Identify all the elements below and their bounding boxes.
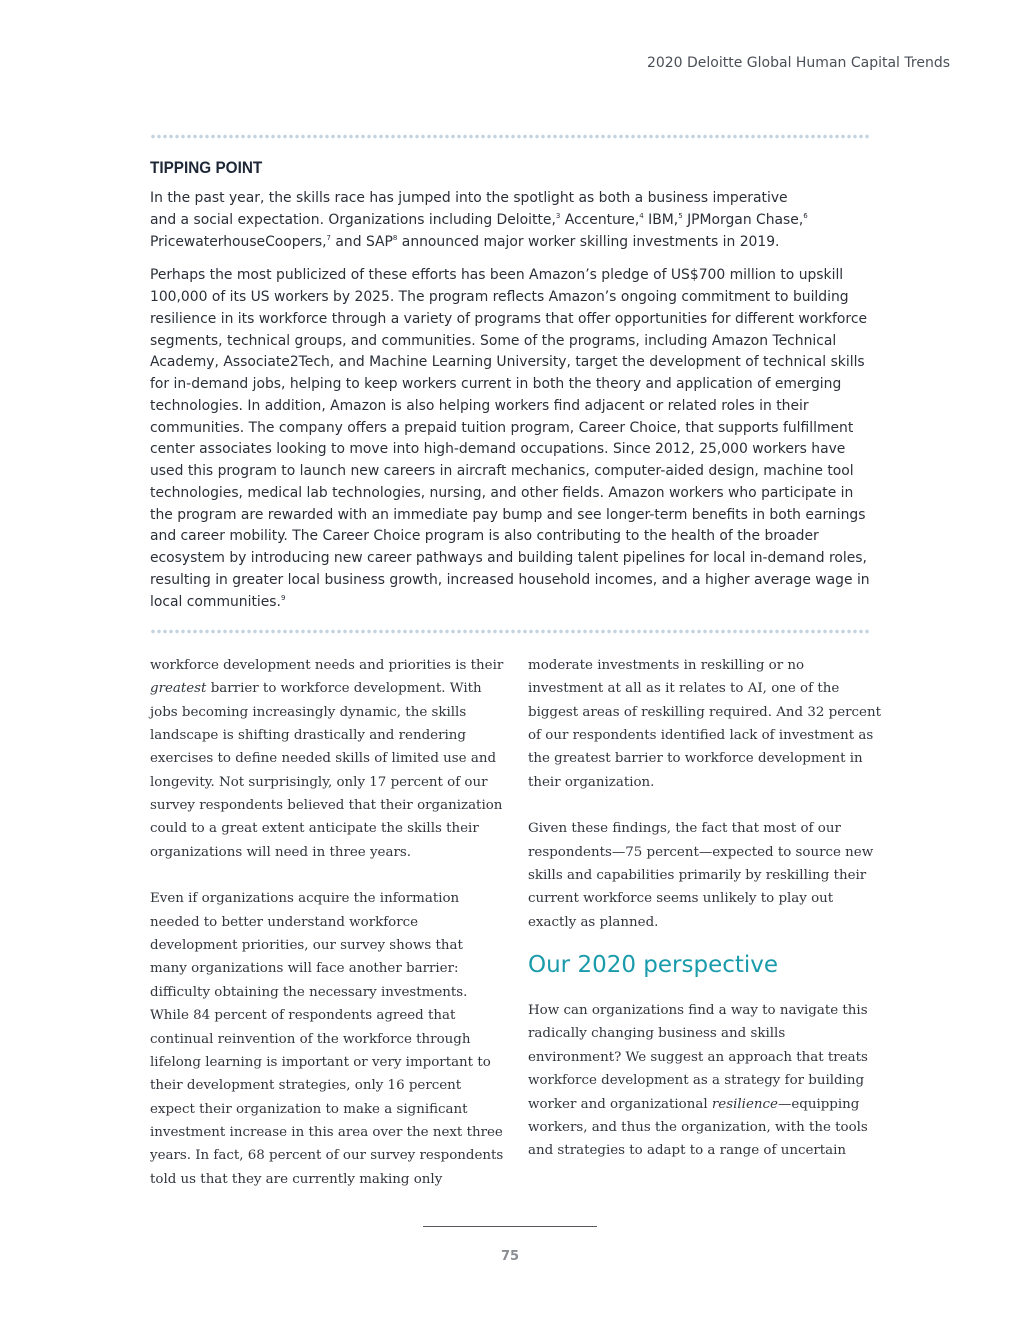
text-run: JPMorgan Chase, — [682, 211, 804, 228]
dotted-divider-bottom — [150, 629, 870, 634]
text-line: development priorities, our survey shows that — [150, 938, 463, 954]
text-line: Perhaps the most publicized of these efforts has been Amazon’s pledge of US$700 million to upskill — [150, 267, 844, 284]
running-header-title: 2020 Deloitte Global Human Capital Trends — [646, 55, 950, 71]
footnote-ref[interactable]: 9 — [280, 593, 286, 602]
emphasis-text: resilience — [711, 1096, 778, 1112]
text-run: —equipping — [777, 1096, 860, 1112]
text-line: current workforce seems unlikely to play out — [528, 891, 834, 907]
text-line: segments, technical groups, and communities. Some of the programs, including Amazon Technical — [150, 332, 837, 349]
text-line: biggest areas of reskilling required. And 32 percent — [528, 704, 881, 720]
text-line: expect their organization to make a significant — [150, 1101, 468, 1117]
emphasis-text: greatest — [150, 681, 207, 697]
text-line: exercises to define needed skills of limited use and — [150, 751, 497, 767]
text-line: longevity. Not surprisingly, only 17 percent of our — [150, 774, 488, 790]
text-line: workforce development as a strategy for building — [528, 1073, 865, 1089]
text-line: told us that they are currently making only — [150, 1171, 443, 1187]
sidebar-paragraph-1 — [150, 188, 870, 253]
text-run: Accenture, — [560, 211, 640, 228]
text-run: local communities. — [150, 593, 281, 610]
text-line: could to a great extent anticipate the skills their — [150, 821, 479, 837]
text-line: the greatest barrier to workforce development in — [528, 751, 863, 767]
footnote-ref[interactable]: 5 — [678, 211, 683, 220]
text-line: ecosystem by introducing new career pathways and building talent pipelines for local in-demand roles, — [150, 550, 867, 566]
text-line: jobs becoming increasingly dynamic, the skills — [150, 704, 467, 720]
text-line: their development strategies, only 16 percent — [150, 1078, 462, 1094]
text-line: their organization. — [528, 774, 655, 790]
text-line: 100,000 of its US workers by 2025. The program reflects Amazon’s ongoing commitment to building — [150, 289, 849, 305]
text-line: moderate investments in reskilling or no — [528, 658, 805, 673]
text-line: and career mobility. The Career Choice program is also contributing to the health of the broader — [150, 528, 819, 545]
text-line: technologies. In addition, Amazon is also helping workers find adjacent or related roles in their — [150, 397, 809, 414]
text-line: investment at all as it relates to AI, one of the — [528, 681, 840, 697]
text-line: lifelong learning is important or very important to — [150, 1054, 491, 1070]
text-run: barrier to workforce development. With — [206, 681, 482, 697]
text-line: and strategies to adapt to a range of uncertain — [528, 1143, 847, 1159]
text-line: Given these findings, the fact that most of our — [528, 821, 841, 837]
footer-rule — [423, 1226, 597, 1227]
body-column-left — [150, 654, 504, 1191]
text-line: landscape is shifting drastically and rendering — [150, 728, 466, 744]
text-line: skills and capabilities primarily by reskilling their — [528, 868, 867, 884]
footnote-ref[interactable]: 7 — [326, 233, 331, 242]
text-line: used this program to launch new careers in aircraft mechanics, computer-aided design, machine tool — [150, 463, 854, 479]
text-line: radically changing business and skills — [528, 1026, 786, 1042]
footnote-ref[interactable]: 3 — [555, 211, 561, 220]
text-line: environment? We suggest an approach that treats — [528, 1049, 868, 1065]
text-line: needed to better understand workforce — [150, 914, 419, 930]
text-line: center associates looking to move into high-demand occupations. Since 2012, 25,000 workers have — [150, 441, 846, 458]
text-line: organizations will need in three years. — [150, 844, 411, 860]
text-line: Academy, Associate2Tech, and Machine Learning University, target the development of technical skills — [150, 354, 865, 371]
footnote-ref[interactable]: 6 — [803, 211, 808, 220]
text-line — [150, 232, 870, 254]
text-line: exactly as planned. — [528, 914, 659, 930]
text-run: PricewaterhouseCoopers, — [150, 233, 327, 250]
sidebar-paragraph-2 — [150, 265, 870, 613]
text-line: survey respondents believed that their organization — [150, 798, 503, 814]
text-line — [150, 677, 495, 700]
text-run: announced major worker skilling investments in 2019. — [397, 233, 780, 250]
section-title: Our 2020 perspective — [528, 952, 779, 979]
text-run: worker and organizational — [528, 1096, 712, 1112]
text-line: workers, and thus the organization, with the tools — [528, 1119, 868, 1135]
footnote-ref[interactable]: 8 — [392, 233, 398, 242]
text-line: While 84 percent of respondents agreed that — [150, 1008, 456, 1024]
text-line: How can organizations find a way to navigate this — [528, 1003, 868, 1019]
text-line: of our respondents identified lack of investment as — [528, 728, 874, 744]
text-line — [528, 1093, 873, 1116]
text-line — [150, 592, 870, 614]
sidebar-heading: TIPPING POINT — [150, 158, 263, 177]
text-line — [150, 210, 870, 232]
text-run: IBM, — [643, 211, 679, 228]
body-column-right — [528, 654, 881, 1163]
text-line: communities. The company offers a prepaid tuition program, Career Choice, that supports fulfillment — [150, 419, 854, 436]
text-line: respondents—75 percent—expected to source new — [528, 844, 874, 860]
text-line: resulting in greater local business growth, increased household incomes, and a higher average wage in — [150, 571, 870, 588]
text-line: In the past year, the skills race has jumped into the spotlight as both a business imperative — [150, 190, 788, 206]
text-line: Even if organizations acquire the information — [150, 891, 460, 907]
text-line: investment increase in this area over the next three — [150, 1124, 503, 1140]
dotted-divider-top — [150, 134, 870, 139]
text-line: technologies, medical lab technologies, nursing, and other fields. Amazon workers who participate in — [150, 484, 854, 501]
sidebar-body — [150, 188, 870, 613]
text-line: resilience in its workforce through a variety of programs that offer opportunities for different workforce — [150, 310, 868, 327]
paragraph-gap — [150, 864, 495, 887]
text-line: workforce development needs and priorities is their — [150, 658, 504, 673]
text-line: for in-demand jobs, helping to keep workers current in both the theory and application of emerging — [150, 376, 842, 392]
text-run: and SAP — [331, 233, 393, 250]
paragraph-gap — [528, 794, 873, 817]
text-line: the program are rewarded with an immediate pay bump and see longer-term benefits in both earnings — [150, 506, 866, 523]
text-line: many organizations will face another barrier: — [150, 961, 459, 977]
text-line: difficulty obtaining the necessary investments. — [150, 984, 468, 1000]
page-number: 75 — [500, 1249, 520, 1264]
text-run: and a social expectation. Organizations including Deloitte, — [150, 211, 556, 228]
text-line: continual reinvention of the workforce through — [150, 1031, 471, 1047]
footnote-ref[interactable]: 4 — [639, 211, 644, 220]
text-line: years. In fact, 68 percent of our survey respondents — [150, 1148, 504, 1164]
